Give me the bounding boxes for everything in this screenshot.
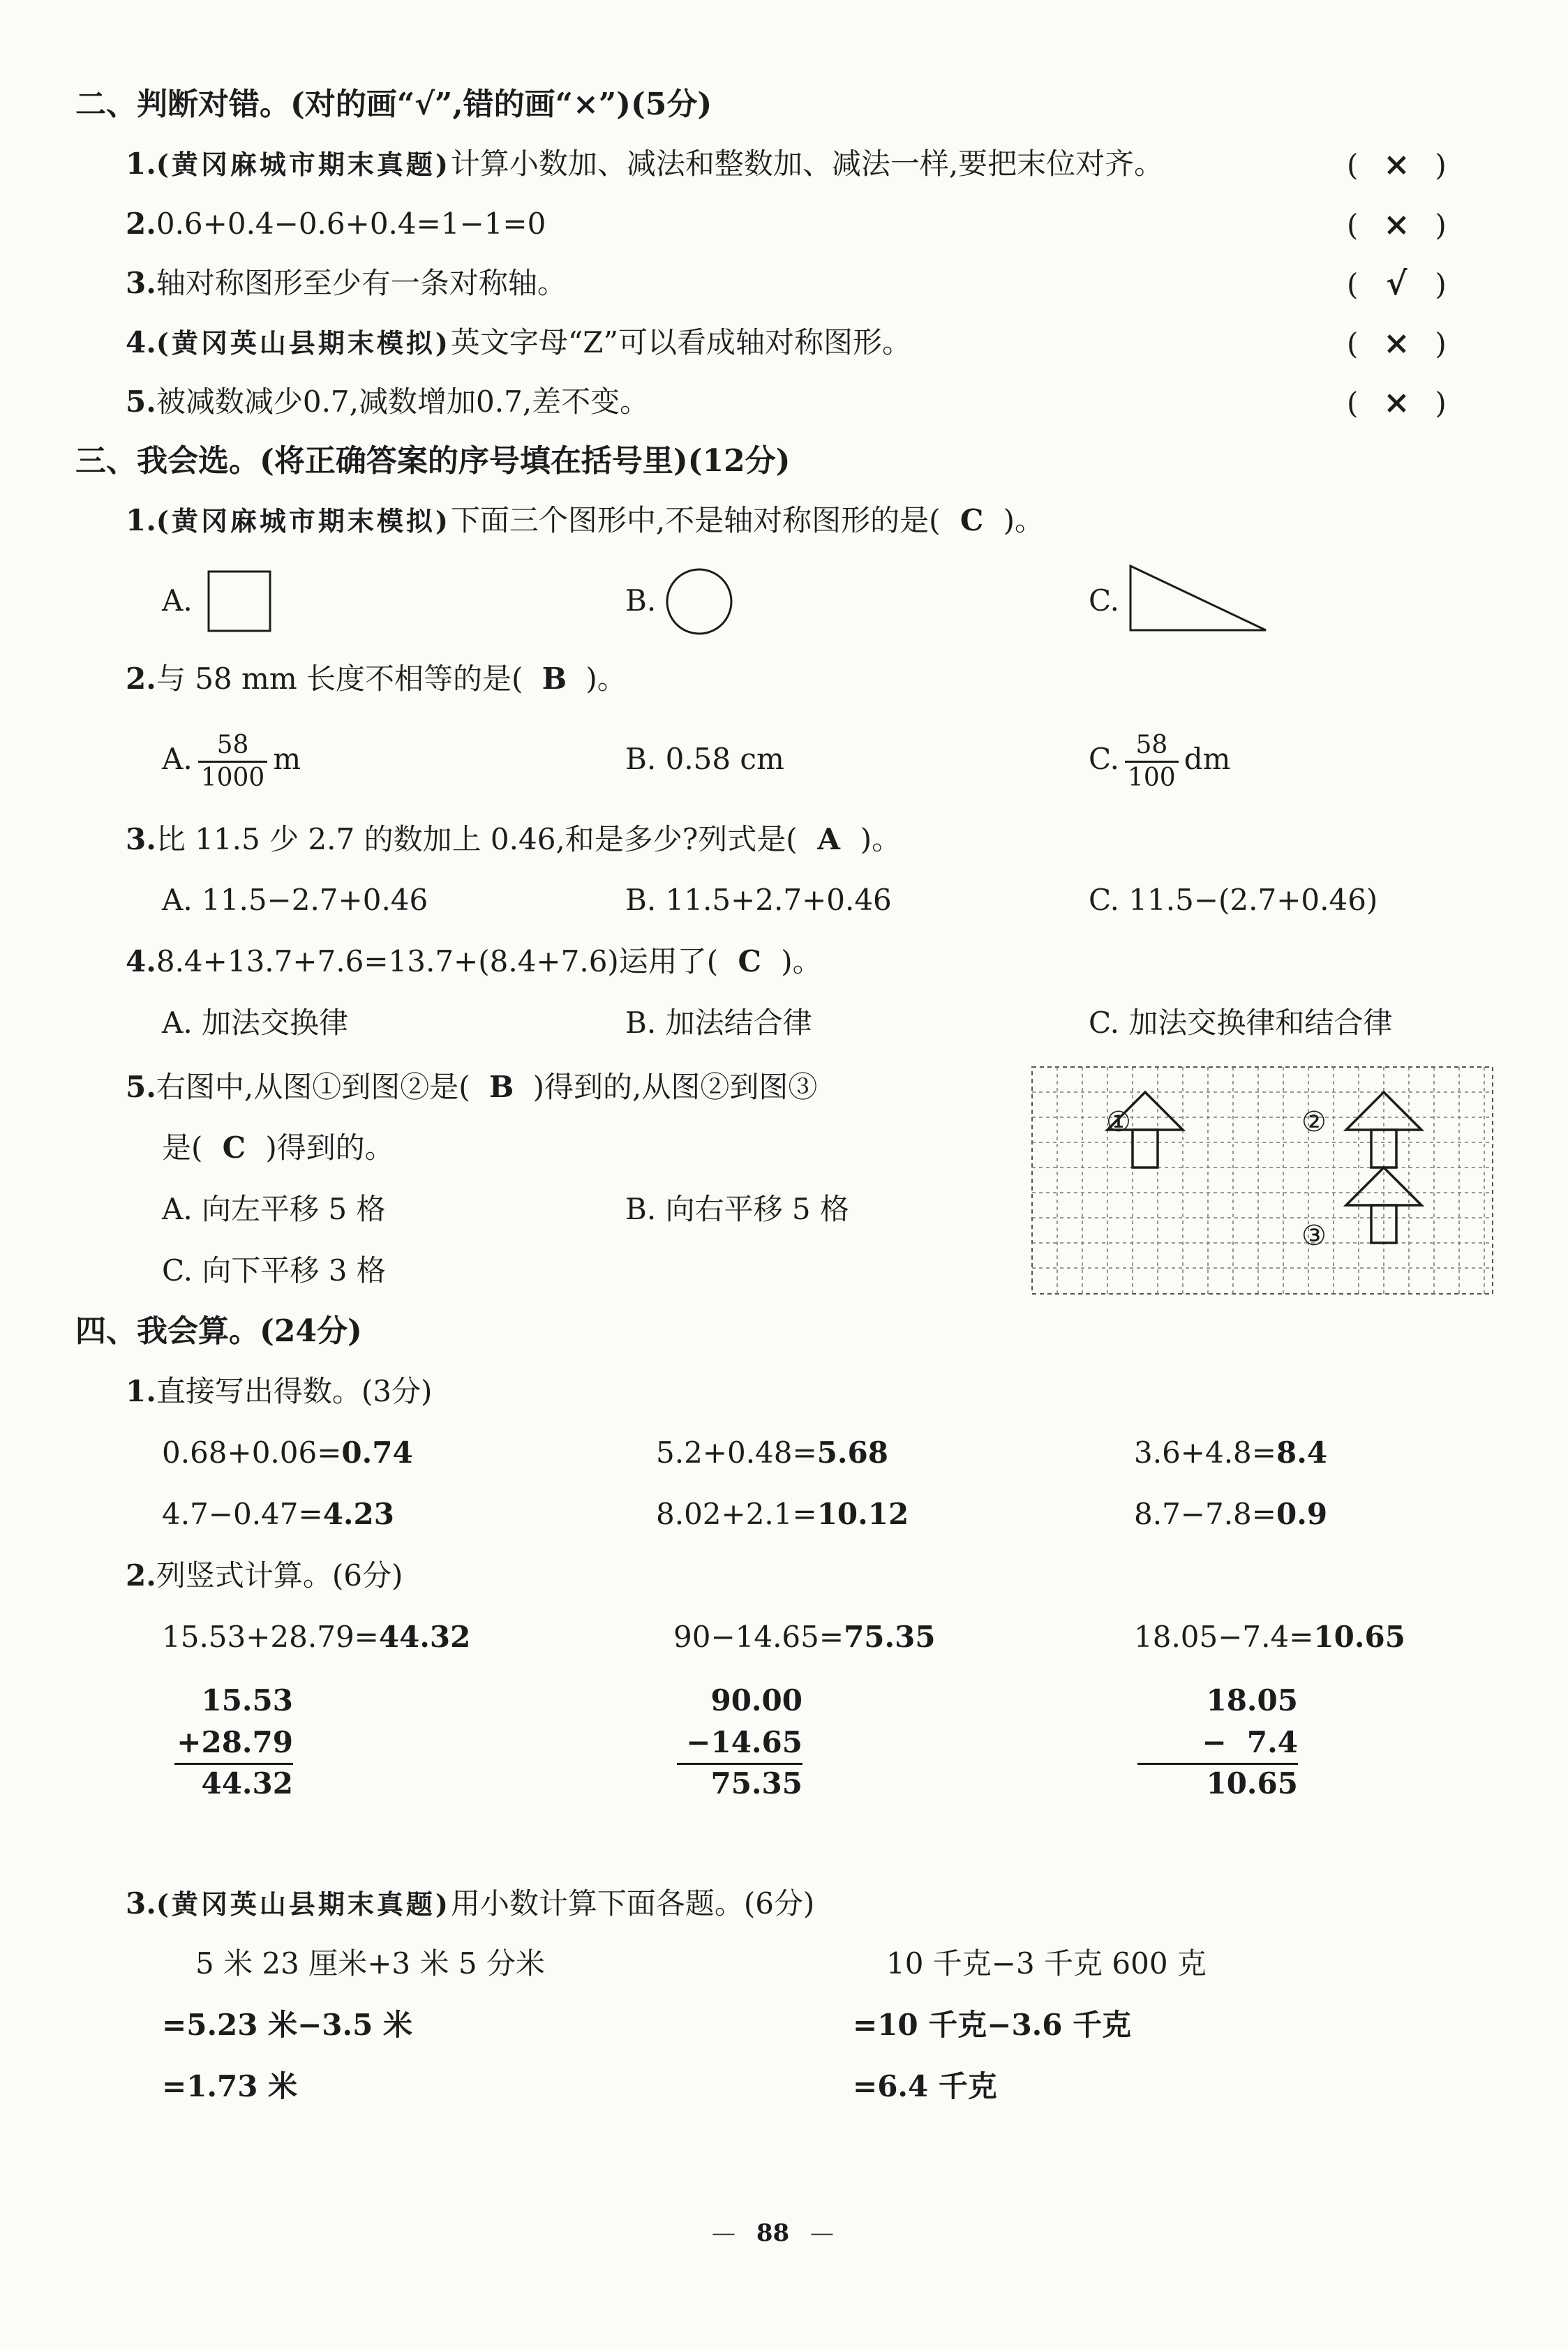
choice-q5-option-b: B. 向右平移 5 格 xyxy=(625,1192,849,1226)
calc-q3: 3.(黄冈英山县期末真题)用小数计算下面各题。(6分) xyxy=(126,1886,815,1921)
judge-q4: 4.(黄冈英山县期末模拟)英文字母“Z”可以看成轴对称图形。 xyxy=(126,325,911,359)
choice-q3: 3.比 11.5 少 2.7 的数加上 0.46,和是多少?列式是( A )。 xyxy=(126,820,901,859)
vertical-calc-1-expr: 15.53+28.79=44.32 xyxy=(162,1620,471,1654)
choice-q4-option-b: B. 加法结合律 xyxy=(625,1006,812,1040)
choice-q2-option-a: A. $\frac{58}{1000}$ m xyxy=(162,730,301,792)
source-tag: (黄冈英山县期末模拟) xyxy=(156,327,451,359)
judge-q3: 3.轴对称图形至少有一条对称轴。 xyxy=(126,266,567,300)
judge-q3-answer: √ xyxy=(1386,264,1408,302)
page-number: — 88 — xyxy=(712,2219,835,2247)
unit-calc-left-line1: 5 米 23 厘米+3 米 5 分米 xyxy=(195,1946,545,1981)
question-text: 轴对称图形至少有一条对称轴。 xyxy=(156,266,567,300)
vertical-calc-3: 18.05 − 7.4 10.65 xyxy=(1137,1679,1298,1803)
calc-q1: 1.直接写出得数。(3分) xyxy=(126,1374,433,1408)
choice-q5-option-a: A. 向左平移 5 格 xyxy=(162,1192,386,1226)
figure-label-1: ① xyxy=(1106,1106,1131,1138)
judge-q1 xyxy=(126,144,1163,184)
choice-q5-answer-2: C xyxy=(222,1131,246,1165)
translation-grid-figure xyxy=(1029,1064,1497,1298)
question-text: 被减数减少0.7,减数增加0.7,差不变。 xyxy=(156,385,650,419)
figure-label-2: ② xyxy=(1301,1106,1327,1138)
question-text: 0.6+0.4−0.6+0.4=1−1=0 xyxy=(156,207,546,241)
judge-q5-answer: × xyxy=(1383,383,1410,421)
mental-calc-3: 3.6+4.8=8.4 xyxy=(1134,1436,1328,1470)
judge-q5-paren: ( × ) xyxy=(1347,383,1447,421)
section-4-title: 四、我会算。(24分) xyxy=(75,1313,362,1349)
source-tag: (黄冈英山县期末真题) xyxy=(156,1888,451,1920)
choice-q3-option-a: A. 11.5−2.7+0.46 xyxy=(162,883,428,917)
judge-q1-answer: × xyxy=(1383,145,1410,183)
choice-q1: 1.(黄冈麻城市期末模拟)下面三个图形中,不是轴对称图形的是( C )。 xyxy=(126,501,1044,541)
calc-q2: 2.列竖式计算。(6分) xyxy=(126,1558,403,1593)
question-text: 计算小数加、减法和整数加、减法一样,要把末位对齐。 xyxy=(450,147,1164,181)
judge-q2: 2.0.6+0.4−0.6+0.4=1−1=0 xyxy=(126,207,546,241)
choice-q2-option-b: B. 0.58 cm xyxy=(625,742,784,776)
mental-calc-2: 5.2+0.48=5.68 xyxy=(656,1436,888,1470)
q-num: 1. xyxy=(126,147,156,181)
source-tag: (黄冈麻城市期末模拟) xyxy=(156,505,451,537)
mental-calc-5: 8.02+2.1=10.12 xyxy=(656,1497,909,1531)
judge-q2-paren: ( × ) xyxy=(1347,205,1447,243)
right-triangle-shape xyxy=(1125,562,1271,635)
choice-q1-option-b: B. xyxy=(625,583,657,618)
choice-q5-line2: 是( C )得到的。 xyxy=(162,1128,394,1168)
choice-q5-answer-1: B xyxy=(488,1070,514,1104)
mental-calc-4: 4.7−0.47=4.23 xyxy=(162,1497,394,1531)
choice-q4: 4.8.4+13.7+7.6=13.7+(8.4+7.6)运用了( C )。 xyxy=(126,942,822,981)
fraction: $\frac{58}{100}$ xyxy=(1125,730,1179,793)
vertical-calc-3-expr: 18.05−7.4=10.65 xyxy=(1134,1620,1405,1654)
choice-q1-answer: C xyxy=(960,503,984,537)
square-shape xyxy=(206,569,276,635)
choice-q5-line1: 5.右图中,从图①到图②是( B )得到的,从图②到图③ xyxy=(126,1068,817,1107)
choice-q3-option-b: B. 11.5+2.7+0.46 xyxy=(625,883,892,917)
vertical-calc-2-expr: 90−14.65=75.35 xyxy=(673,1620,936,1654)
unit-calc-right-line3: =6.4 千克 xyxy=(853,2069,997,2103)
choice-q4-option-c: C. 加法交换律和结合律 xyxy=(1089,1006,1393,1040)
unit-calc-right-line1: 10 千克−3 千克 600 克 xyxy=(886,1946,1207,1981)
choice-q2-answer: B xyxy=(542,662,567,696)
source-tag: (黄冈麻城市期末真题) xyxy=(156,149,451,180)
section-2-title: 二、判断对错。(对的画“√”,错的画“×”)(5分) xyxy=(75,87,712,122)
judge-q4-paren: ( × ) xyxy=(1347,324,1447,361)
unit-calc-left-line3: =1.73 米 xyxy=(162,2069,298,2103)
figure-label-3: ③ xyxy=(1301,1220,1327,1252)
section-3-title: 三、我会选。(将正确答案的序号填在括号里)(12分) xyxy=(75,443,791,479)
fraction: $\frac{58}{1000}$ xyxy=(198,730,268,793)
judge-q2-answer: × xyxy=(1383,205,1410,243)
question-text: 英文字母“Z”可以看成轴对称图形。 xyxy=(450,325,911,359)
choice-q4-answer: C xyxy=(738,944,761,978)
judge-q5: 5.被减数减少0.7,减数增加0.7,差不变。 xyxy=(126,385,650,419)
judge-q3-paren: ( √ ) xyxy=(1347,264,1447,302)
judge-q1-paren: ( × ) xyxy=(1347,145,1447,183)
unit-calc-right-line2: =10 千克−3.6 千克 xyxy=(853,2008,1132,2042)
vertical-calc-1: 15.53 +28.79 44.32 xyxy=(174,1679,293,1803)
choice-q2-option-c: C. $\frac{58}{100}$ dm xyxy=(1089,730,1231,792)
choice-q3-answer: A xyxy=(817,822,840,856)
mental-calc-1: 0.68+0.06=0.74 xyxy=(162,1436,413,1470)
choice-q4-option-a: A. 加法交换律 xyxy=(162,1006,349,1040)
choice-q2: 2.与 58 mm 长度不相等的是( B )。 xyxy=(126,659,627,699)
choice-q3-option-c: C. 11.5−(2.7+0.46) xyxy=(1089,883,1378,917)
choice-q1-option-c: C. xyxy=(1089,583,1119,618)
circle-shape xyxy=(663,567,737,636)
unit-calc-left-line2: =5.23 米−3.5 米 xyxy=(162,2008,412,2042)
mental-calc-6: 8.7−7.8=0.9 xyxy=(1134,1497,1328,1531)
choice-q1-option-a: A. xyxy=(162,583,193,618)
choice-q5-option-c: C. 向下平移 3 格 xyxy=(162,1253,386,1288)
judge-q4-answer: × xyxy=(1383,324,1410,361)
vertical-calc-2: 90.00 −14.65 75.35 xyxy=(677,1679,802,1803)
